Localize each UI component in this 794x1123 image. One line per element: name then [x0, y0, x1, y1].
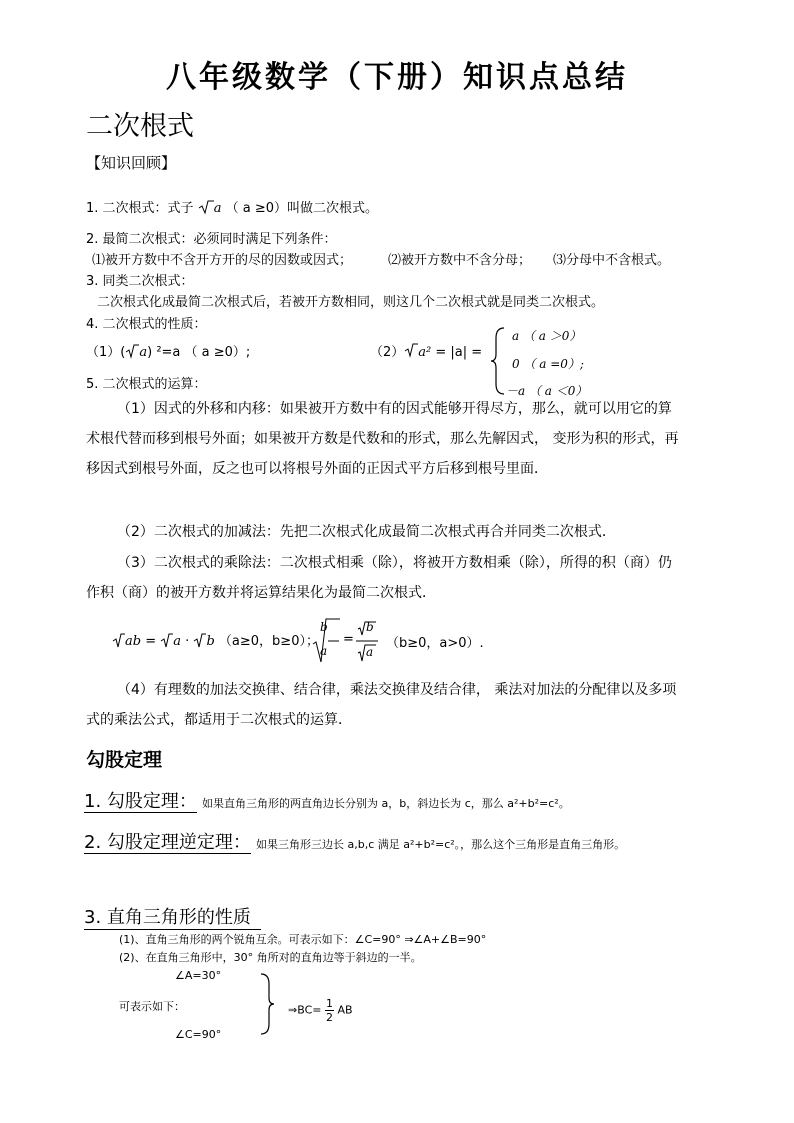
radical-sign-icon	[125, 344, 139, 358]
operation-3-text: （3）二次根式的乘除法：二次根式相乘（除），将被开方数相乘（除），所得的积（商）仍作积（商）的被开方数并将运算结果化为最简二次根式．	[86, 555, 672, 601]
result-prefix: ⇒BC=	[288, 1003, 322, 1017]
product-dot: ·	[185, 634, 190, 649]
piecewise-case-1: a （ a ＞0）	[512, 329, 582, 343]
piecewise-brace-icon	[490, 326, 506, 396]
operations-label: 5. 二次根式的运算：	[86, 377, 207, 392]
operation-4-text: （4）有理数的加法交换律、结合律，乘法交换律及结合律， 乘法对加法的分配律以及多项式的乘法公式，都适用于二次根式的运算．	[86, 682, 677, 728]
properties-label: 4. 二次根式的性质：	[86, 317, 207, 332]
angle-a-30: ∠A=30°	[175, 969, 222, 982]
simplest-radical-text: 必须同时满足下列条件：	[193, 232, 337, 247]
can-be-expressed-label: 可表示如下：	[119, 1000, 185, 1013]
product-rule-formula	[112, 630, 319, 649]
conclusion-brace-icon	[259, 972, 275, 1036]
property-1-radicand: a	[139, 345, 148, 360]
definition-radicand: a	[213, 201, 222, 216]
knowledge-review-label: 【知识回顾】	[86, 154, 177, 172]
condition-1: ⑴被开方数中不含开方开的尽的因数或因式；	[92, 253, 353, 268]
quotient-condition: （b≥0，a>0）.	[386, 636, 484, 651]
simplest-radical-line	[86, 228, 337, 247]
pythagorean-theorem-label: 1. 勾股定理：	[84, 791, 197, 812]
similar-radical-label: 3. 同类二次根式：	[86, 274, 194, 289]
result-suffix: AB	[337, 1003, 353, 1017]
quotient-rhs-denominator: a	[366, 645, 374, 659]
quotient-lhs-numerator: b	[320, 620, 328, 634]
property-2	[370, 341, 482, 360]
simplest-radical-label: 2. 最简二次根式：	[86, 232, 194, 247]
right-triangle-properties-heading: 3. 直角三角形的性质	[84, 903, 261, 930]
quotient-equals: =	[343, 632, 354, 647]
fraction-denominator: 2	[325, 1011, 333, 1024]
converse-theorem-label: 2. 勾股定理逆定理：	[84, 832, 251, 853]
pythagorean-theorem-line	[84, 787, 570, 813]
operation-2-text: （2）二次根式的加减法：先把二次根式化成最简二次根式再合并同类二次根式．	[117, 524, 616, 540]
piecewise-case-3: －a （ a ＜0）	[506, 384, 588, 398]
definition-label: 1. 二次根式：	[86, 201, 168, 216]
property-1-prefix: （1）(	[86, 345, 126, 360]
product-radicand-b: b	[206, 634, 215, 649]
property-2-abs: = |a| =	[435, 345, 483, 360]
property-2-radicand: a²	[418, 345, 432, 360]
product-equals: =	[145, 634, 157, 649]
angle-c-90: ∠C=90°	[175, 1028, 222, 1041]
property-2-prefix: （2）	[370, 345, 405, 360]
radical-sign-icon	[112, 633, 125, 648]
quotient-rhs-numerator: b	[366, 620, 374, 634]
product-radicand-ab: ab	[125, 634, 142, 649]
converse-theorem-line	[84, 828, 684, 860]
section-heading-radicals: 二次根式	[86, 111, 194, 142]
property-1	[86, 341, 250, 360]
product-radicand-a: a	[173, 634, 182, 649]
property-30-degree: (2)、在直角三角形中，30° 角所对的直角边等于斜边的一半。	[119, 951, 422, 964]
bc-half-ab-result	[288, 997, 353, 1024]
piecewise-case-2: 0 （ a =0）;	[512, 357, 584, 371]
half-fraction	[325, 997, 334, 1024]
quotient-lhs-denominator: a	[320, 644, 328, 658]
radical-sign-icon	[193, 633, 206, 648]
radical-sign-icon	[404, 343, 418, 358]
section-heading-pythagorean: 勾股定理	[86, 749, 163, 771]
radical-sign-icon	[198, 200, 214, 214]
converse-theorem-text: 如果三角形三边长 a,b,c 满足 a²+b²=c²。，那么这个三角形是直角三角形。	[256, 838, 626, 851]
property-acute-angles: (1)、直角三角形的两个锐角互余。可表示如下：∠C=90° ⇒∠A+∠B=90°	[119, 933, 487, 946]
radical-sign-icon	[160, 633, 173, 648]
property-1-suffix: ) ²=a （ a ≥0）;	[147, 345, 251, 360]
operation-1-text: （1）因式的外移和内移：如果被开方数中有的因式能够开得尽方，那么，就可以用它的算术根代替而移到根号外面；如果被开方数是代数和的形式，那么先解因式， 变形为积的形式，再移因式到根号外面，反之也可以将根号外面的正因式平方后移到根号里面．	[86, 401, 679, 477]
definition-line	[86, 197, 378, 216]
condition-2: ⑵被开方数中不含分母；	[388, 253, 532, 268]
fraction-numerator: 1	[325, 997, 333, 1010]
condition-3: ⑶分母中不含根式。	[553, 253, 671, 268]
definition-suffix: （ a ≥0）叫做二次根式。	[225, 201, 379, 216]
similar-radical-text: 二次根式化成最简二次根式后，若被开方数相同，则这几个二次根式就是同类二次根式。	[97, 295, 605, 310]
page-title: 八年级数学（下册）知识点总结	[166, 60, 628, 95]
product-condition: （a≥0，b≥0）；	[218, 634, 319, 649]
pythagorean-theorem-text: 如果直角三角形的两直角边长分别为 a，b，斜边长为 c，那么 a²+b²=c²。	[202, 797, 570, 810]
definition-prefix: 式子	[167, 201, 194, 216]
